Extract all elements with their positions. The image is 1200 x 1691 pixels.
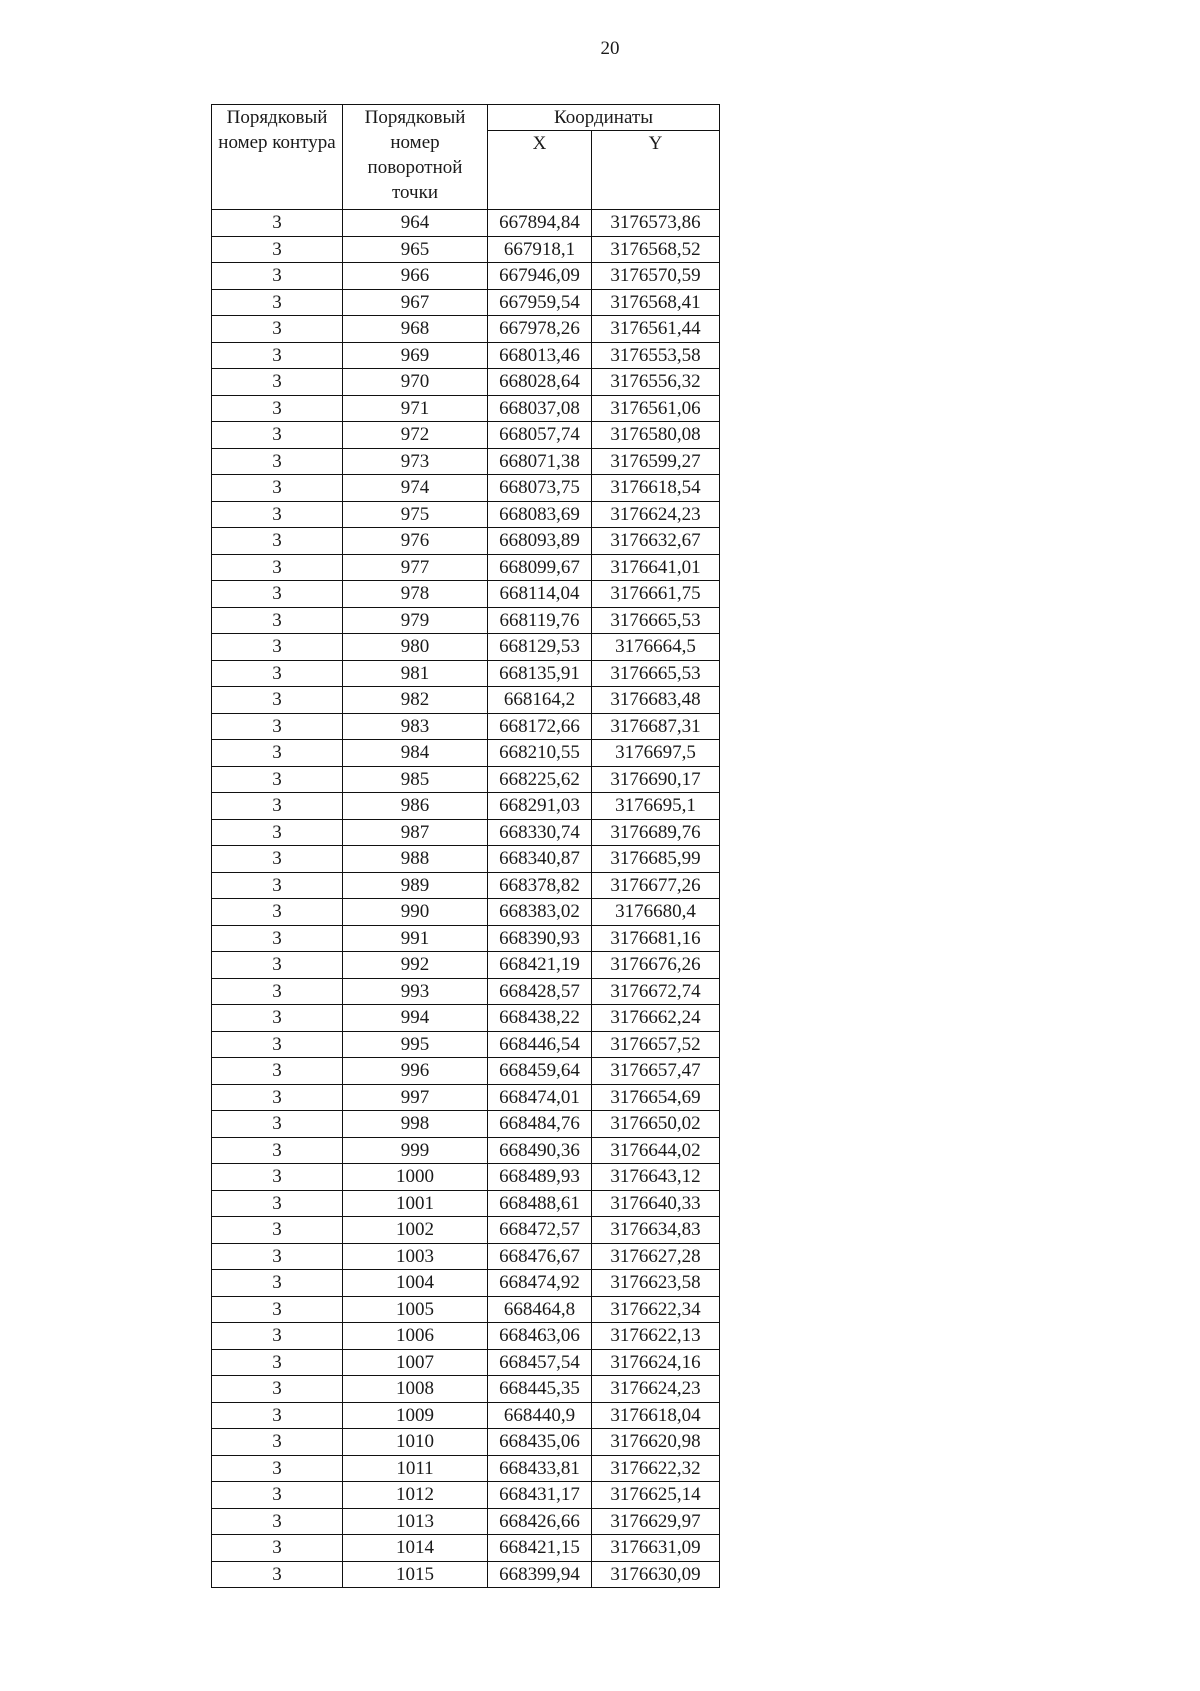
cell-y: 3176657,47	[592, 1058, 720, 1085]
cell-point-number: 977	[343, 554, 488, 581]
table-row	[212, 342, 720, 369]
cell-x: 668119,76	[488, 607, 592, 634]
cell-contour-number: 3	[212, 1137, 343, 1164]
cell-y: 3176634,83	[592, 1217, 720, 1244]
header-coordinates: Координаты	[488, 105, 720, 131]
cell-x: 668463,06	[488, 1323, 592, 1350]
table-row	[212, 1217, 720, 1244]
cell-point-number: 1013	[343, 1508, 488, 1535]
cell-y: 3176622,13	[592, 1323, 720, 1350]
table-row	[212, 1084, 720, 1111]
table-row	[212, 952, 720, 979]
cell-point-number: 968	[343, 316, 488, 343]
cell-point-number: 986	[343, 793, 488, 820]
table-row	[212, 1508, 720, 1535]
table-row	[212, 899, 720, 926]
cell-y: 3176618,04	[592, 1402, 720, 1429]
cell-contour-number: 3	[212, 1058, 343, 1085]
cell-point-number: 999	[343, 1137, 488, 1164]
cell-x: 667946,09	[488, 263, 592, 290]
cell-y: 3176644,02	[592, 1137, 720, 1164]
cell-point-number: 1008	[343, 1376, 488, 1403]
cell-point-number: 982	[343, 687, 488, 714]
cell-x: 668291,03	[488, 793, 592, 820]
cell-x: 668421,19	[488, 952, 592, 979]
cell-x: 668013,46	[488, 342, 592, 369]
cell-y: 3176672,74	[592, 978, 720, 1005]
cell-x: 668399,94	[488, 1561, 592, 1588]
cell-point-number: 1005	[343, 1296, 488, 1323]
cell-x: 668057,74	[488, 422, 592, 449]
cell-y: 3176683,48	[592, 687, 720, 714]
cell-contour-number: 3	[212, 1561, 343, 1588]
cell-y: 3176580,08	[592, 422, 720, 449]
cell-contour-number: 3	[212, 581, 343, 608]
table-row	[212, 793, 720, 820]
cell-point-number: 979	[343, 607, 488, 634]
cell-contour-number: 3	[212, 1482, 343, 1509]
cell-point-number: 988	[343, 846, 488, 873]
cell-y: 3176650,02	[592, 1111, 720, 1138]
cell-y: 3176556,32	[592, 369, 720, 396]
cell-point-number: 1003	[343, 1243, 488, 1270]
table-row	[212, 740, 720, 767]
cell-contour-number: 3	[212, 289, 343, 316]
cell-contour-number: 3	[212, 395, 343, 422]
table-row	[212, 1535, 720, 1562]
table-row	[212, 1455, 720, 1482]
header-y: Y	[592, 131, 720, 210]
cell-contour-number: 3	[212, 1376, 343, 1403]
cell-contour-number: 3	[212, 740, 343, 767]
table-row	[212, 1561, 720, 1588]
cell-y: 3176677,26	[592, 872, 720, 899]
cell-contour-number: 3	[212, 448, 343, 475]
cell-y: 3176627,28	[592, 1243, 720, 1270]
cell-contour-number: 3	[212, 899, 343, 926]
cell-x: 668135,91	[488, 660, 592, 687]
table-header	[212, 105, 720, 210]
cell-contour-number: 3	[212, 342, 343, 369]
cell-x: 668426,66	[488, 1508, 592, 1535]
cell-contour-number: 3	[212, 1323, 343, 1350]
cell-x: 668459,64	[488, 1058, 592, 1085]
cell-x: 668484,76	[488, 1111, 592, 1138]
cell-point-number: 981	[343, 660, 488, 687]
cell-contour-number: 3	[212, 1508, 343, 1535]
cell-y: 3176622,32	[592, 1455, 720, 1482]
cell-y: 3176624,23	[592, 1376, 720, 1403]
header-point-number: Порядковый номер поворотной точки	[343, 105, 488, 210]
cell-x: 668474,92	[488, 1270, 592, 1297]
cell-y: 3176676,26	[592, 952, 720, 979]
table-row	[212, 713, 720, 740]
cell-y: 3176624,23	[592, 501, 720, 528]
cell-y: 3176561,06	[592, 395, 720, 422]
cell-point-number: 994	[343, 1005, 488, 1032]
cell-point-number: 1009	[343, 1402, 488, 1429]
cell-point-number: 974	[343, 475, 488, 502]
cell-y: 3176623,58	[592, 1270, 720, 1297]
cell-contour-number: 3	[212, 793, 343, 820]
table-row	[212, 422, 720, 449]
cell-y: 3176553,58	[592, 342, 720, 369]
table-row	[212, 316, 720, 343]
cell-contour-number: 3	[212, 713, 343, 740]
cell-y: 3176685,99	[592, 846, 720, 873]
cell-x: 668129,53	[488, 634, 592, 661]
cell-x: 668438,22	[488, 1005, 592, 1032]
cell-contour-number: 3	[212, 475, 343, 502]
cell-contour-number: 3	[212, 634, 343, 661]
cell-y: 3176689,76	[592, 819, 720, 846]
cell-x: 668490,36	[488, 1137, 592, 1164]
table-row	[212, 687, 720, 714]
cell-point-number: 971	[343, 395, 488, 422]
cell-y: 3176620,98	[592, 1429, 720, 1456]
cell-x: 668488,61	[488, 1190, 592, 1217]
cell-contour-number: 3	[212, 1243, 343, 1270]
cell-y: 3176657,52	[592, 1031, 720, 1058]
table-row	[212, 395, 720, 422]
cell-contour-number: 3	[212, 263, 343, 290]
cell-y: 3176687,31	[592, 713, 720, 740]
cell-x: 668071,38	[488, 448, 592, 475]
cell-point-number: 964	[343, 210, 488, 237]
cell-point-number: 1014	[343, 1535, 488, 1562]
cell-x: 668378,82	[488, 872, 592, 899]
cell-contour-number: 3	[212, 925, 343, 952]
cell-point-number: 983	[343, 713, 488, 740]
cell-y: 3176695,1	[592, 793, 720, 820]
cell-contour-number: 3	[212, 316, 343, 343]
table-row	[212, 210, 720, 237]
cell-y: 3176665,53	[592, 607, 720, 634]
cell-x: 667894,84	[488, 210, 592, 237]
page-number: 20	[600, 38, 620, 59]
cell-y: 3176665,53	[592, 660, 720, 687]
cell-point-number: 973	[343, 448, 488, 475]
cell-contour-number: 3	[212, 210, 343, 237]
cell-x: 667918,1	[488, 236, 592, 263]
cell-contour-number: 3	[212, 1270, 343, 1297]
cell-x: 668037,08	[488, 395, 592, 422]
cell-x: 668099,67	[488, 554, 592, 581]
cell-contour-number: 3	[212, 1111, 343, 1138]
cell-x: 668446,54	[488, 1031, 592, 1058]
cell-x: 668073,75	[488, 475, 592, 502]
table-row	[212, 1270, 720, 1297]
table-row	[212, 660, 720, 687]
cell-x: 668225,62	[488, 766, 592, 793]
table-row	[212, 1429, 720, 1456]
cell-contour-number: 3	[212, 1349, 343, 1376]
table-row	[212, 1005, 720, 1032]
table-row	[212, 1323, 720, 1350]
cell-y: 3176624,16	[592, 1349, 720, 1376]
cell-point-number: 989	[343, 872, 488, 899]
cell-y: 3176568,52	[592, 236, 720, 263]
table-row	[212, 872, 720, 899]
table-row	[212, 501, 720, 528]
cell-contour-number: 3	[212, 846, 343, 873]
table-row	[212, 236, 720, 263]
table-row	[212, 263, 720, 290]
table-row	[212, 925, 720, 952]
cell-point-number: 970	[343, 369, 488, 396]
cell-point-number: 1001	[343, 1190, 488, 1217]
cell-y: 3176561,44	[592, 316, 720, 343]
cell-y: 3176640,33	[592, 1190, 720, 1217]
header-x: X	[488, 131, 592, 210]
cell-x: 668431,17	[488, 1482, 592, 1509]
cell-contour-number: 3	[212, 1402, 343, 1429]
cell-x: 668114,04	[488, 581, 592, 608]
cell-point-number: 1000	[343, 1164, 488, 1191]
cell-contour-number: 3	[212, 660, 343, 687]
cell-contour-number: 3	[212, 1190, 343, 1217]
cell-x: 668464,8	[488, 1296, 592, 1323]
cell-contour-number: 3	[212, 1031, 343, 1058]
cell-y: 3176570,59	[592, 263, 720, 290]
cell-y: 3176697,5	[592, 740, 720, 767]
cell-x: 668428,57	[488, 978, 592, 1005]
cell-point-number: 980	[343, 634, 488, 661]
cell-point-number: 990	[343, 899, 488, 926]
table-row	[212, 475, 720, 502]
table-row	[212, 554, 720, 581]
cell-contour-number: 3	[212, 1005, 343, 1032]
table-row	[212, 1376, 720, 1403]
table-row	[212, 1164, 720, 1191]
cell-contour-number: 3	[212, 1164, 343, 1191]
cell-point-number: 1010	[343, 1429, 488, 1456]
cell-point-number: 984	[343, 740, 488, 767]
cell-point-number: 976	[343, 528, 488, 555]
header-contour-number: Порядковый номер контура	[212, 105, 343, 210]
cell-contour-number: 3	[212, 607, 343, 634]
cell-y: 3176630,09	[592, 1561, 720, 1588]
cell-point-number: 996	[343, 1058, 488, 1085]
cell-contour-number: 3	[212, 819, 343, 846]
cell-point-number: 993	[343, 978, 488, 1005]
cell-point-number: 1012	[343, 1482, 488, 1509]
cell-y: 3176664,5	[592, 634, 720, 661]
cell-point-number: 965	[343, 236, 488, 263]
cell-x: 668435,06	[488, 1429, 592, 1456]
table-row	[212, 978, 720, 1005]
cell-y: 3176618,54	[592, 475, 720, 502]
table-row	[212, 819, 720, 846]
cell-y: 3176662,24	[592, 1005, 720, 1032]
cell-contour-number: 3	[212, 369, 343, 396]
table-body	[212, 210, 720, 1588]
cell-contour-number: 3	[212, 528, 343, 555]
cell-x: 668421,15	[488, 1535, 592, 1562]
cell-contour-number: 3	[212, 766, 343, 793]
cell-contour-number: 3	[212, 501, 343, 528]
table-row	[212, 1296, 720, 1323]
cell-contour-number: 3	[212, 1535, 343, 1562]
cell-contour-number: 3	[212, 236, 343, 263]
cell-contour-number: 3	[212, 687, 343, 714]
cell-x: 668390,93	[488, 925, 592, 952]
cell-x: 668476,67	[488, 1243, 592, 1270]
cell-x: 668457,54	[488, 1349, 592, 1376]
cell-x: 668445,35	[488, 1376, 592, 1403]
table-row	[212, 448, 720, 475]
table-row	[212, 634, 720, 661]
cell-x: 668383,02	[488, 899, 592, 926]
cell-x: 668210,55	[488, 740, 592, 767]
cell-point-number: 995	[343, 1031, 488, 1058]
cell-contour-number: 3	[212, 422, 343, 449]
cell-contour-number: 3	[212, 1296, 343, 1323]
cell-point-number: 967	[343, 289, 488, 316]
table-row	[212, 369, 720, 396]
cell-point-number: 1004	[343, 1270, 488, 1297]
cell-point-number: 997	[343, 1084, 488, 1111]
cell-x: 668440,9	[488, 1402, 592, 1429]
cell-point-number: 1011	[343, 1455, 488, 1482]
cell-point-number: 1006	[343, 1323, 488, 1350]
cell-contour-number: 3	[212, 1429, 343, 1456]
cell-x: 667978,26	[488, 316, 592, 343]
table-row	[212, 846, 720, 873]
cell-y: 3176654,69	[592, 1084, 720, 1111]
cell-y: 3176661,75	[592, 581, 720, 608]
cell-y: 3176690,17	[592, 766, 720, 793]
table-row	[212, 1058, 720, 1085]
table-row	[212, 1137, 720, 1164]
table-row	[212, 528, 720, 555]
cell-point-number: 969	[343, 342, 488, 369]
cell-point-number: 1015	[343, 1561, 488, 1588]
table-row	[212, 1111, 720, 1138]
cell-contour-number: 3	[212, 1217, 343, 1244]
cell-contour-number: 3	[212, 872, 343, 899]
table-row	[212, 1031, 720, 1058]
cell-point-number: 992	[343, 952, 488, 979]
cell-y: 3176573,86	[592, 210, 720, 237]
cell-y: 3176632,67	[592, 528, 720, 555]
table-row	[212, 766, 720, 793]
cell-y: 3176681,16	[592, 925, 720, 952]
cell-point-number: 966	[343, 263, 488, 290]
table-row	[212, 1482, 720, 1509]
cell-x: 668164,2	[488, 687, 592, 714]
table-row	[212, 289, 720, 316]
cell-point-number: 991	[343, 925, 488, 952]
cell-point-number: 998	[343, 1111, 488, 1138]
cell-y: 3176568,41	[592, 289, 720, 316]
cell-point-number: 975	[343, 501, 488, 528]
cell-contour-number: 3	[212, 554, 343, 581]
cell-x: 668433,81	[488, 1455, 592, 1482]
cell-x: 668340,87	[488, 846, 592, 873]
table-row	[212, 1402, 720, 1429]
cell-point-number: 985	[343, 766, 488, 793]
cell-y: 3176622,34	[592, 1296, 720, 1323]
cell-x: 668474,01	[488, 1084, 592, 1111]
cell-y: 3176629,97	[592, 1508, 720, 1535]
table-row	[212, 1243, 720, 1270]
table-row	[212, 581, 720, 608]
cell-x: 668330,74	[488, 819, 592, 846]
cell-contour-number: 3	[212, 978, 343, 1005]
table-row	[212, 1190, 720, 1217]
cell-y: 3176631,09	[592, 1535, 720, 1562]
cell-point-number: 972	[343, 422, 488, 449]
cell-contour-number: 3	[212, 1084, 343, 1111]
table-row	[212, 1349, 720, 1376]
cell-y: 3176599,27	[592, 448, 720, 475]
cell-y: 3176680,4	[592, 899, 720, 926]
cell-x: 668489,93	[488, 1164, 592, 1191]
cell-x: 668028,64	[488, 369, 592, 396]
cell-y: 3176641,01	[592, 554, 720, 581]
cell-x: 668472,57	[488, 1217, 592, 1244]
cell-point-number: 1007	[343, 1349, 488, 1376]
cell-y: 3176643,12	[592, 1164, 720, 1191]
cell-y: 3176625,14	[592, 1482, 720, 1509]
cell-x: 668083,69	[488, 501, 592, 528]
cell-point-number: 978	[343, 581, 488, 608]
cell-x: 668093,89	[488, 528, 592, 555]
cell-contour-number: 3	[212, 952, 343, 979]
cell-point-number: 987	[343, 819, 488, 846]
coordinates-table	[211, 104, 720, 1588]
cell-contour-number: 3	[212, 1455, 343, 1482]
table-row	[212, 607, 720, 634]
cell-x: 667959,54	[488, 289, 592, 316]
cell-point-number: 1002	[343, 1217, 488, 1244]
cell-x: 668172,66	[488, 713, 592, 740]
